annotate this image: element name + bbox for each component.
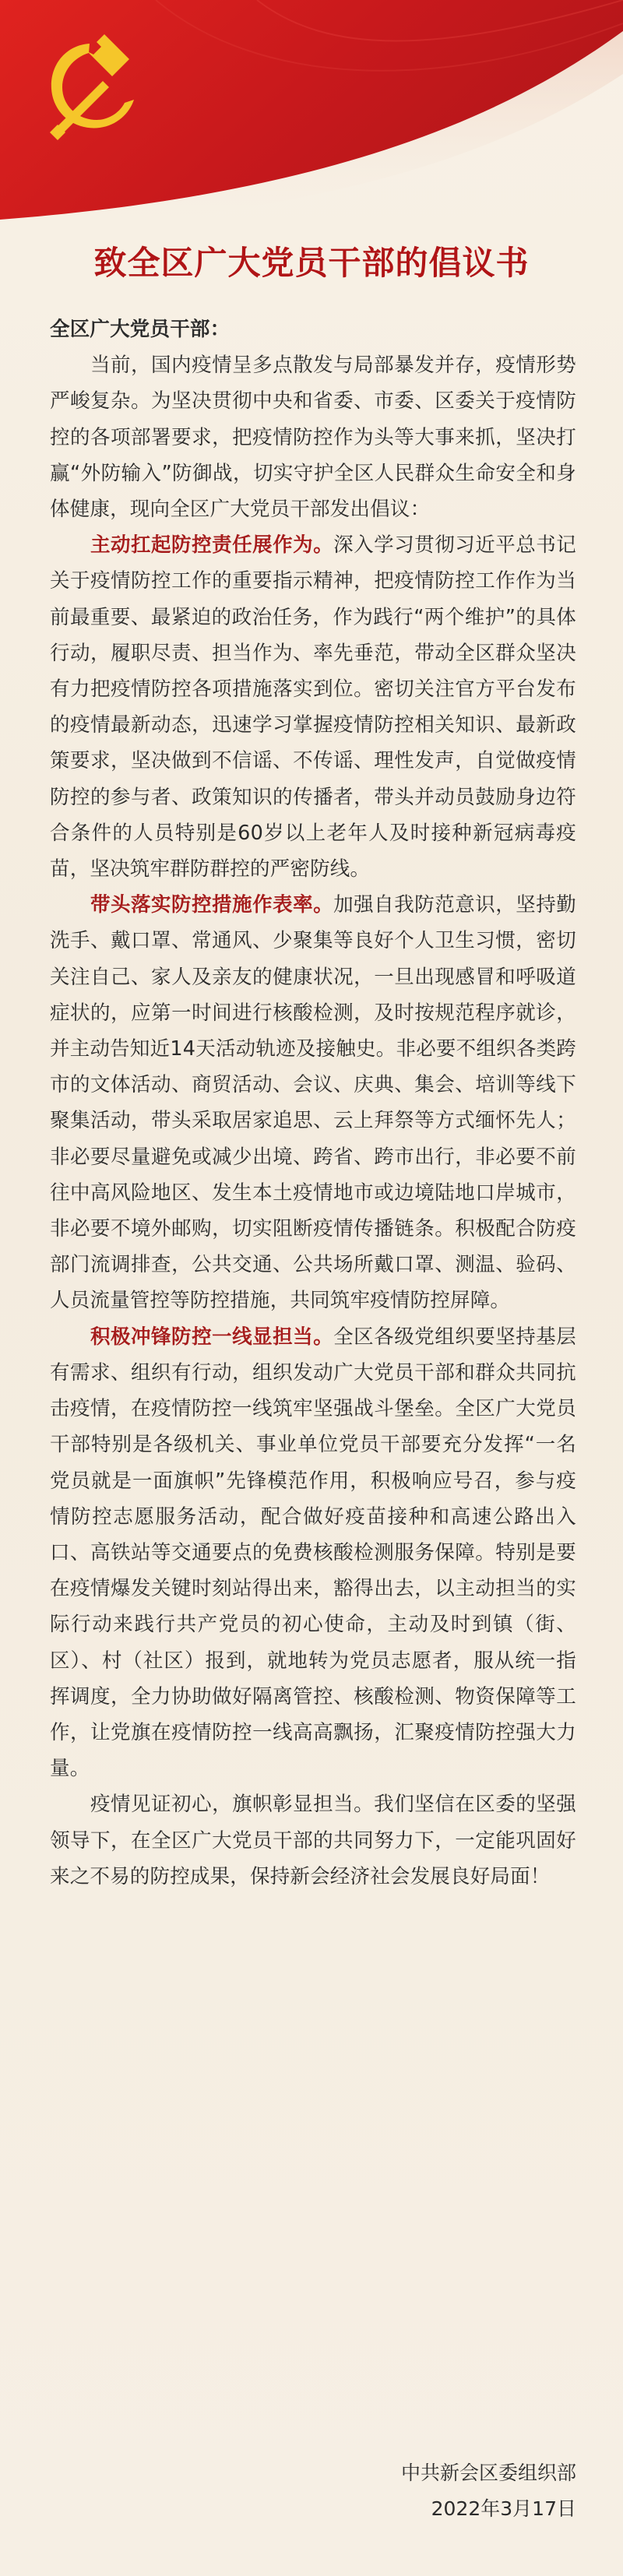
paragraph-text: 疫情见证初心，旗帜彰显担当。我们坚信在区委的坚强领导下，在全区广大党员干部的共同努力下，一定能巩固好来之不易的防控成果，保持新会经济社会发展良好局面！ — [50, 1793, 576, 1888]
signature-date: 2022年3月17日 — [431, 2497, 576, 2520]
document-title: 致全区广大党员干部的倡议书 — [93, 244, 530, 282]
paragraph-measures — [50, 887, 576, 1318]
paragraph-lead: 主动扛起防控责任展作为。 — [90, 533, 334, 558]
salutation: 全区广大党员干部： — [50, 318, 231, 341]
paragraph-responsibility — [50, 527, 576, 887]
paragraph-closing — [50, 1786, 576, 1895]
paragraph-text: 当前，国内疫情呈多点散发与局部暴发并存，疫情形势严峻复杂。为坚决贯彻中央和省委、市委、区委关于疫情防控的各项部署要求，把疫情防控作为头等大事来抓，坚决打赢“外防输入”防御战，切实守护全区人民群众生命安全和身体健康，现向全区广大党员干部发出倡议： — [50, 354, 576, 522]
paragraph-text: 加强自我防范意识，坚持勤洗手、戴口罩、常通风、少聚集等良好个人卫生习惯，密切关注自己、家人及亲友的健康状况，一旦出现感冒和呼吸道症状的，应第一时间进行核酸检测，及时按规范程序就诊，并主动告知近14天活动轨迹及接触史。非必要不组织各类跨市的文体活动、商贸活动、会议、庆典、集会、培训等线下聚集活动，带头采取居家追思、云上拜祭等方式缅怀先人；非必要尽量避免或减少出境、跨省、跨市出行，非必要不前往中高风险地区、发生本土疫情地市或边境陆地口岸城市，非必要不境外邮购，切实阻断疫情传播链条。积极配合防疫部门流调排查，公共交通、公共场所戴口罩、测温、验码、人员流量管控等防控措施，共同筑牢疫情防控屏障。 — [50, 893, 576, 1313]
signature-block — [401, 2455, 576, 2527]
paragraph-lead: 带头落实防控措施作表率。 — [90, 893, 334, 917]
hammer-sickle-icon — [31, 31, 148, 148]
letter-body — [50, 311, 576, 1895]
paragraph-text: 深入学习贯彻习近平总书记关于疫情防控工作的重要指示精神，把疫情防控工作作为当前最重要、最紧迫的政治任务，作为践行“两个维护”的具体行动，履职尽责、担当作为、率先垂范，带动全区群众坚决有力把疫情防控各项措施落实到位。密切关注官方平台发布的疫情最新动态，迅速学习掌握疫情防控相关知识、最新政策要求，坚决做到不信谣、不传谣、理性发声，自觉做疫情防控的参与者、政策知识的传播者，带头并动员鼓励身边符合条件的人员特别是60岁以上老年人及时接种新冠病毒疫苗，坚决筑牢群防群控的严密防线。 — [50, 533, 576, 882]
paragraph-frontline — [50, 1319, 576, 1787]
paragraph-text: 全区各级党组织要坚持基层有需求、组织有行动，组织发动广大党员干部和群众共同抗击疫情，在疫情防控一线筑牢坚强战斗堡垒。全区广大党员干部特别是各级机关、事业单位党员干部要充分发挥“一名党员就是一面旗帜”先锋模范作用，积极响应号召，参与疫情防控志愿服务活动，配合做好疫苗接种和高速公路出入口、高铁站等交通要点的免费核酸检测服务保障。特别是要在疫情爆发关键时刻站得出来，豁得出去，以主动担当的实际行动来践行共产党员的初心使命，主动及时到镇（街、区）、村（社区）报到，就地转为党员志愿者，服从统一指挥调度，全力协助做好隔离管控、核酸检测、物资保障等工作，让党旗在疫情防控一线高高飘扬，汇聚疫情防控强大力量。 — [50, 1325, 576, 1781]
paragraph-intro — [50, 347, 576, 527]
paragraph-lead: 积极冲锋防控一线显担当。 — [90, 1325, 334, 1349]
signature-organization: 中共新会区委组织部 — [400, 2462, 576, 2484]
